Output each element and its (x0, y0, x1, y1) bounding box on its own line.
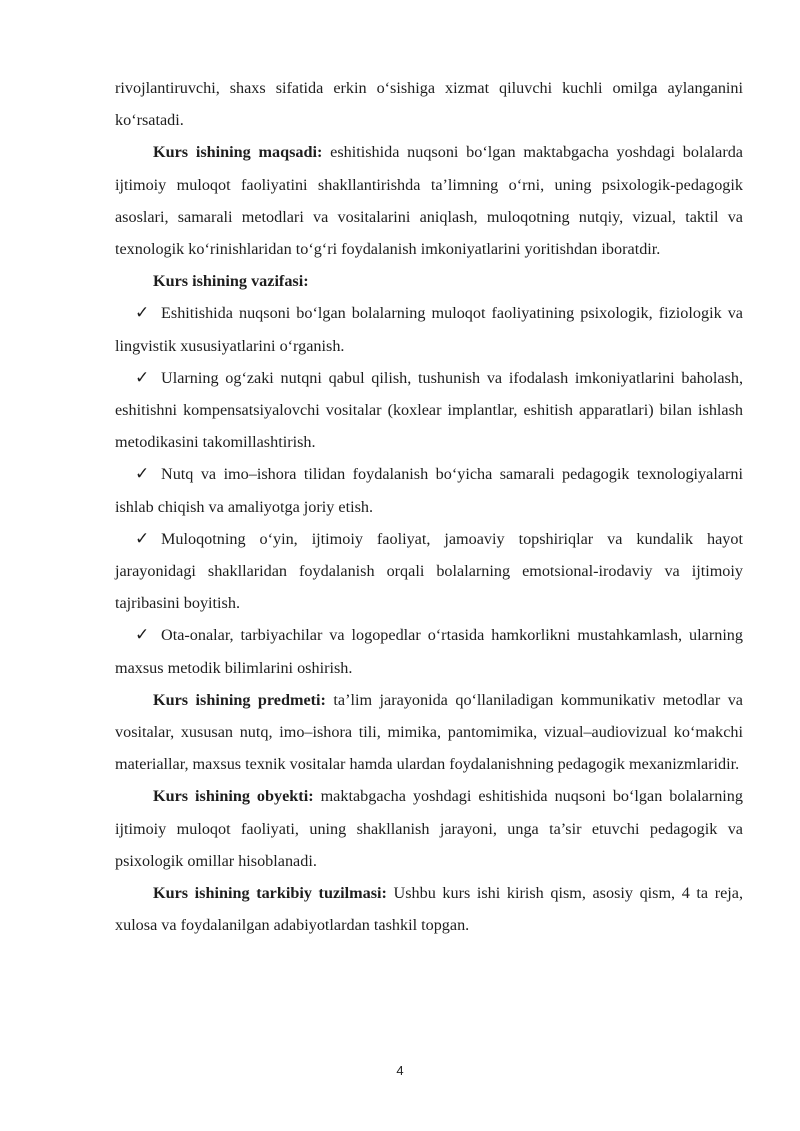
predmet-paragraph (115, 684, 743, 781)
obyekt-text: maktabgacha yoshdagi eshitishida nuqsoni bo‘lgan bolalarning ijtimoiy muloqot faoliyati, uning shakllanish jarayoni, unga ta’sir etuvchi pedagogik va psixologik omillar hisoblanadi. (115, 787, 743, 870)
obyekt-paragraph (115, 780, 743, 877)
list-item-text: Ularning og‘zaki nutqni qabul qilish, tushunish va ifodalash imkoniyatlarini baholash, eshitishni kompensatsiyalovchi vositalar (koxlear implantlar, eshitish apparatlari) bilan ishlash metodikasini takomillashtirish. (115, 368, 743, 452)
list-item-text: Eshitishida nuqsoni bo‘lgan bolalarning muloqot faoliyatining psixologik, fiziologik va lingvistik xususiyatlarini o‘rganish. (115, 304, 743, 355)
list-item-text: Ota-onalar, tarbiyachilar va logopedlar o‘rtasida hamkorlikni mustahkamlash, ularning maxsus metodik bilimlarini oshirish. (115, 626, 743, 677)
intro-paragraph: rivojlantiruvchi, shaxs sifatida erkin o‘sishiga xizmat qiluvchi kuchli omilga aylanganini ko‘rsatadi. (115, 79, 743, 130)
list-item (115, 297, 743, 361)
checkmark-icon: ✓ (135, 625, 150, 646)
checkmark-icon: ✓ (135, 367, 150, 388)
tuzilma-text: Ushbu kurs ishi kirish qism, asosiy qism, 4 ta reja, xulosa va foydalanilgan adabiyotlardan tashkil topgan. (115, 884, 744, 935)
list-item (115, 458, 743, 522)
predmet-text: ta’lim jarayonida qo‘llaniladigan kommunikativ metodlar va vositalar, xususan nutq, imo–ishora tili, mimika, pantomimika, vizual–audiovizual ko‘makchi materiallar, maxsus texnik vositalar hamda ulardan foydalanishning pedagogik mexanizmlaridir. (115, 690, 743, 774)
document-page (115, 72, 743, 941)
maqsad-label: Kurs ishining maqsadi: (153, 143, 323, 162)
list-item (115, 362, 743, 459)
vazifa-heading: Kurs ishining vazifasi: (153, 272, 309, 291)
maqsad-text: eshitishida nuqsoni bo‘lgan maktabgacha yoshdagi bolalarda ijtimoiy muloqot faoliyatini shakllantirishda ta’limning o‘rni, uning psixologik-pedagogik asoslari, samarali metodlari va vositalarini aniqlash, muloqotning nutqiy, vizual, taktil va texnologik ko‘rinishlaridan to‘g‘ri foydalanish imkoniyatlarini yoritishdan iboratdir. (115, 143, 743, 259)
predmet-label: Kurs ishining predmeti: (153, 690, 326, 709)
obyekt-label: Kurs ishining obyekti: (153, 787, 314, 806)
tuzilma-paragraph (115, 877, 743, 941)
list-item (115, 619, 743, 683)
checkmark-icon: ✓ (135, 303, 150, 324)
checkmark-icon: ✓ (135, 464, 150, 485)
list-item (115, 523, 743, 620)
page-number: 4 (396, 1063, 404, 1078)
maqsad-paragraph (115, 136, 743, 265)
list-item-text: Muloqotning o‘yin, ijtimoiy faoliyat, jamoaviy topshiriqlar va kundalik hayot jarayonidagi shakllaridan foydalanish orqali bolalarning emotsional-irodaviy va ijtimoiy tajribasini boyitish. (115, 529, 743, 613)
list-item-text: Nutq va imo–ishora tilidan foydalanish bo‘yicha samarali pedagogik texnologiyalarni ishlab chiqish va amaliyotga joriy etish. (115, 465, 743, 516)
checkmark-icon: ✓ (135, 528, 150, 549)
tuzilma-label: Kurs ishining tarkibiy tuzilmasi: (153, 884, 387, 903)
